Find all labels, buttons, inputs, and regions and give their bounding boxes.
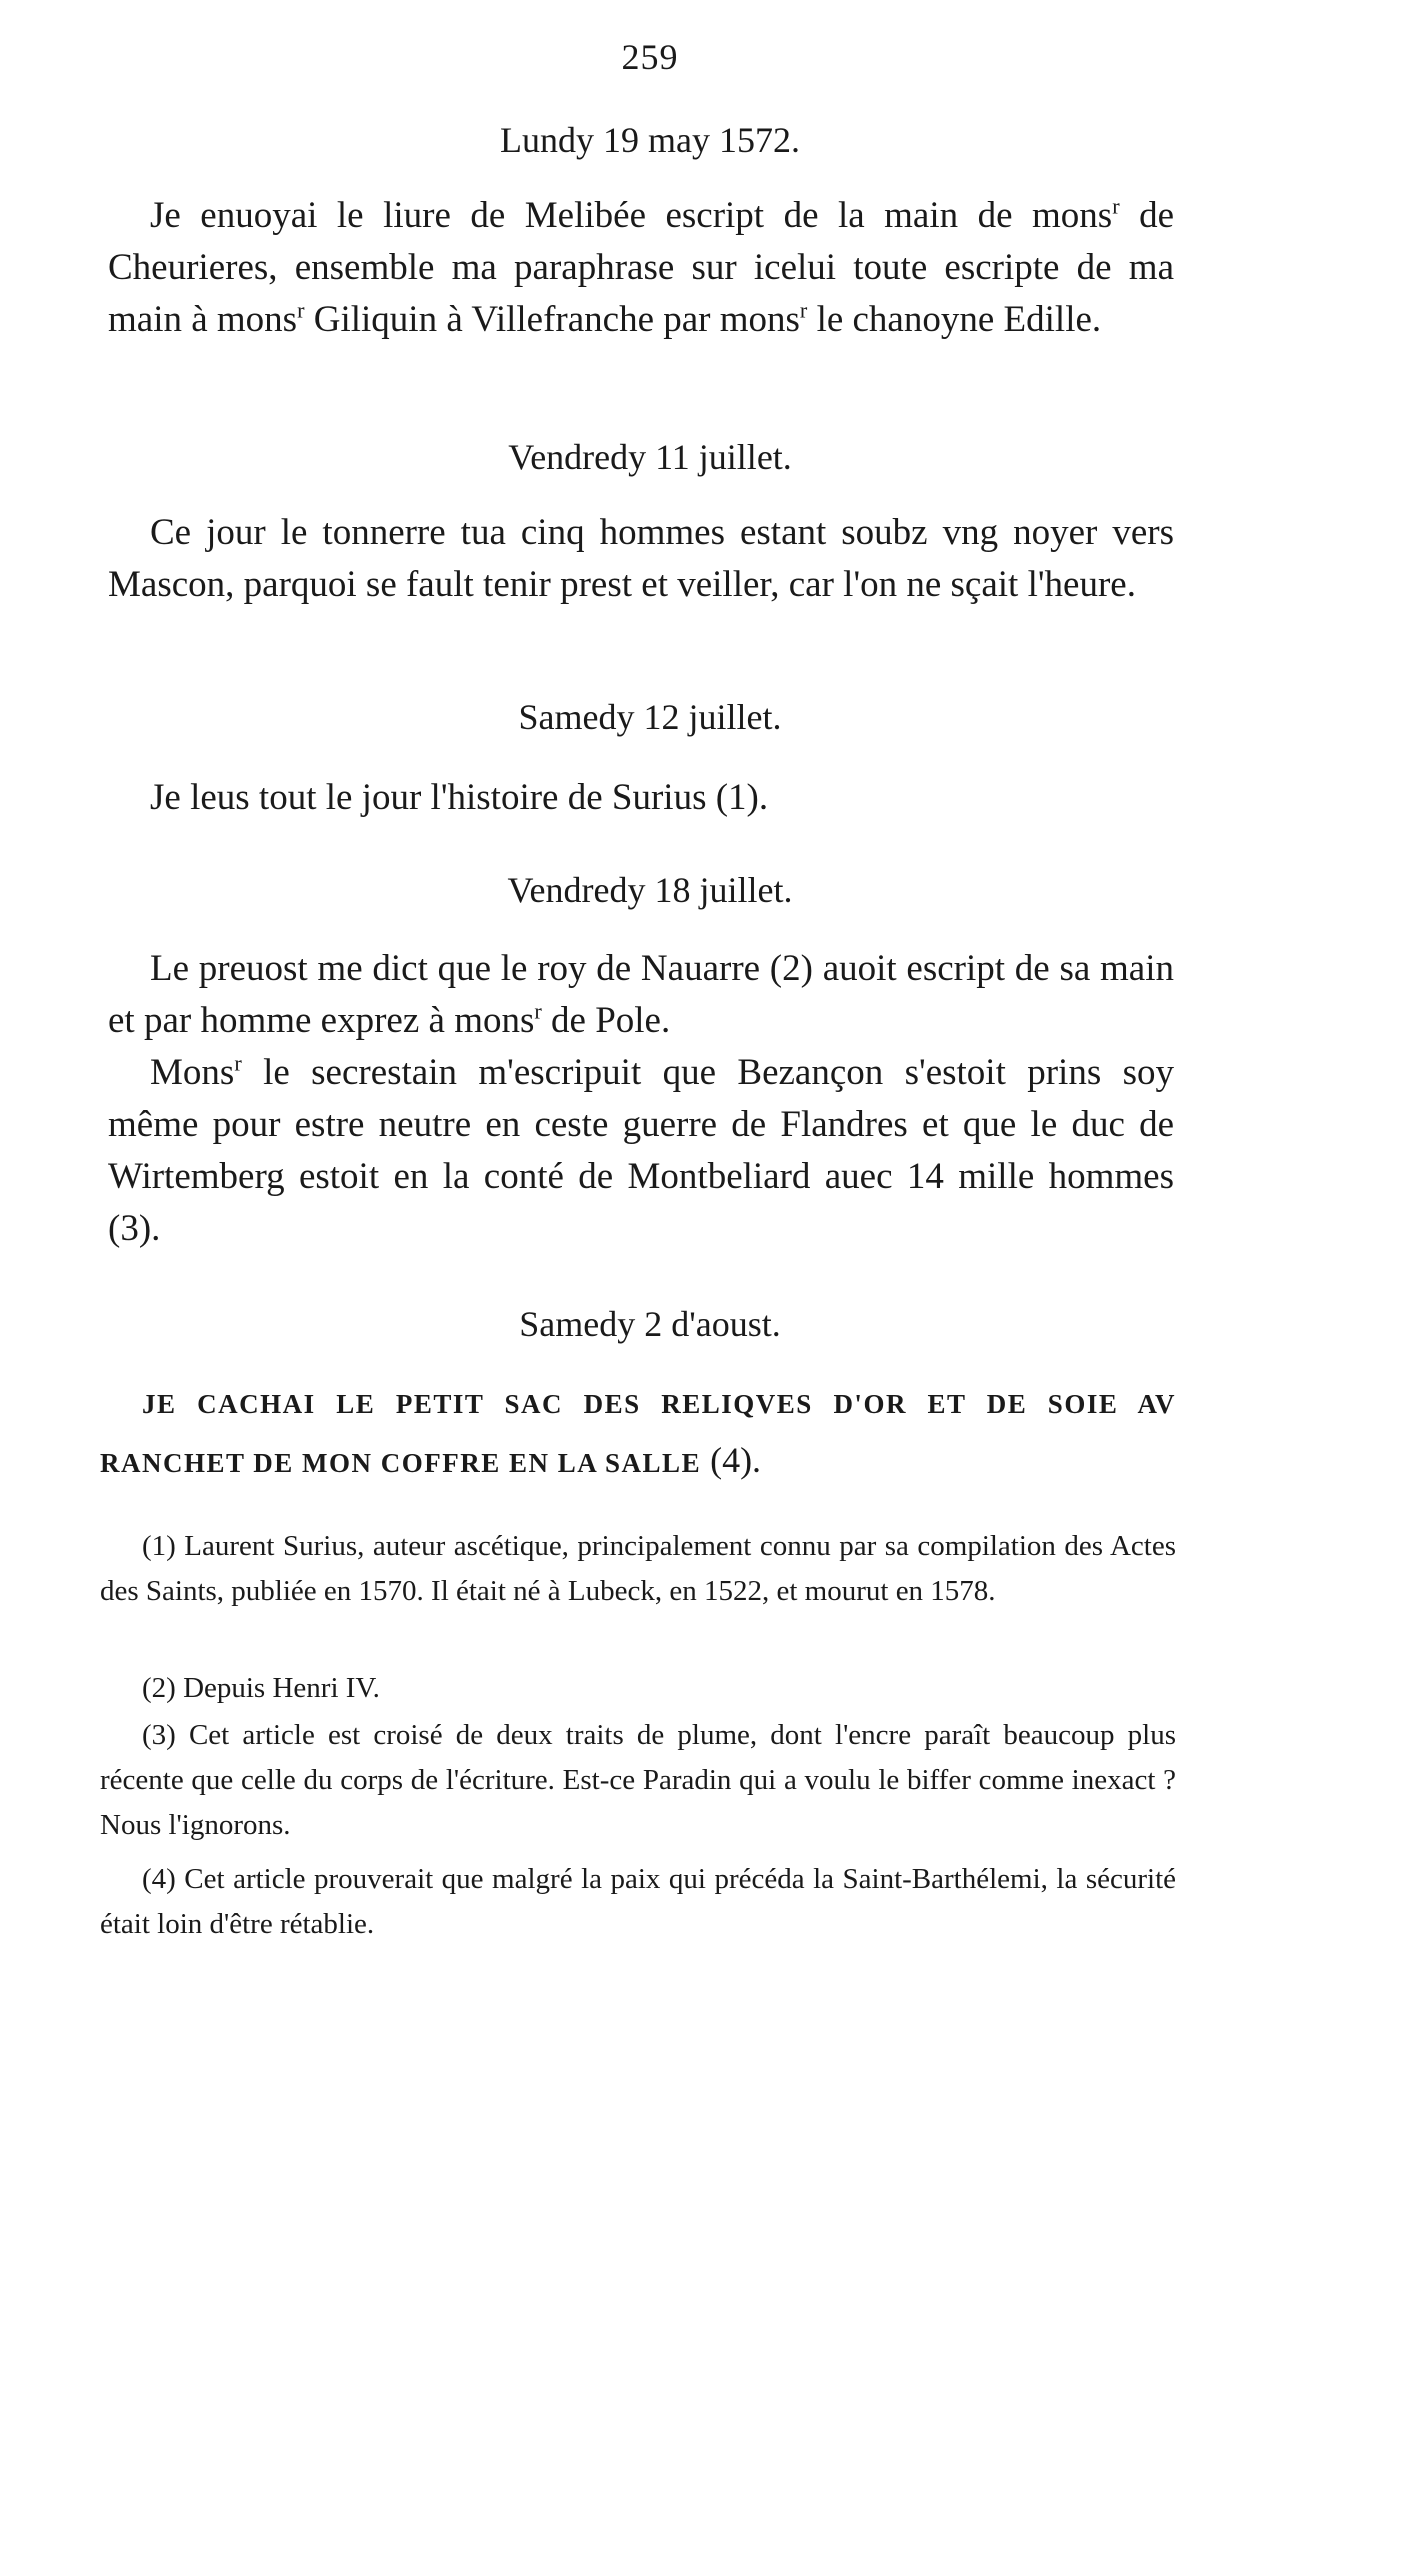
- footnote: (1) Laurent Surius, auteur ascétique, principalement connu par sa compilation des Actes des Saints, publiée en 1570. Il était né à Lubeck, en 1522, et mourut en 1578.: [100, 1530, 1176, 1607]
- entry-date-heading: Vendredy 11 juillet.: [508, 437, 792, 477]
- entry-text: le secrestain m'escripuit que Bezançon s'estoit prins soy même pour estre neutre en ceste guerre de Flandres et que le duc de Wirtemberg estoit en la conté de Montbeliard auec 14 mille hommes (3).: [108, 1052, 1174, 1249]
- entry-paragraph: [108, 1047, 1174, 1255]
- entry-paragraph: Ce jour le tonnerre tua cinq hommes estant soubz vng noyer vers Mascon, parquoi se fault tenir prest et veiller, car l'on ne sçait l'heure.: [108, 512, 1174, 605]
- entry-date-heading: Samedy 12 juillet.: [518, 697, 782, 737]
- superscript: r: [234, 1050, 242, 1076]
- entry-text: Giliquin à Villefranche par mons: [304, 299, 800, 340]
- entry-text: Je enuoyai le liure de Melibée escript de la main de mons: [150, 195, 1113, 236]
- footnote: (4) Cet article prouverait que malgré la paix qui précéda la Saint-Barthélemi, la sécurité était loin d'être rétablie.: [100, 1863, 1176, 1940]
- entry-text: de Pole.: [541, 1000, 671, 1041]
- entry-paragraph: Je leus tout le jour l'histoire de Surius (1).: [150, 777, 769, 818]
- entry-text: Mons: [150, 1052, 235, 1093]
- entry-date-heading: Lundy 19 may 1572.: [500, 120, 800, 160]
- entry-paragraph: [108, 190, 1174, 346]
- footnote-reference: (4).: [701, 1440, 762, 1480]
- superscript: r: [1112, 193, 1120, 219]
- entry-date-heading: Samedy 2 d'aoust.: [519, 1304, 781, 1344]
- footnote: (3) Cet article est croisé de deux traits de plume, dont l'encre paraît beaucoup plus récente que celle du corps de l'écriture. Est-ce Paradin qui a voulu le biffer comme inexact ? Nous l'ignorons.: [100, 1719, 1176, 1841]
- entry-text: le chanoyne Edille.: [807, 299, 1102, 340]
- entry-paragraph: [108, 943, 1174, 1047]
- superscript: r: [799, 297, 808, 323]
- superscript: r: [534, 998, 542, 1024]
- entry-date-heading: Vendredy 18 juillet.: [507, 870, 793, 910]
- entry-text: de Cheurieres, ensemble ma paraphrase sur icelui toute escripte de ma main à mons: [108, 195, 1174, 340]
- footnote: (2) Depuis Henri IV.: [142, 1672, 380, 1704]
- entry-paragraph-capitals: [100, 1376, 1176, 1491]
- page-number: 259: [621, 37, 679, 77]
- entry-text: JE CACHAI LE PETIT SAC DES RELIQVES D'OR ET DE SOIE AV RANCHET DE MON COFFRE EN LA SALLE: [100, 1389, 1176, 1478]
- superscript: r: [297, 297, 305, 323]
- entry-text: Le preuost me dict que le roy de Nauarre (2) auoit escript de sa main et par homme exprez à mons: [108, 948, 1174, 1041]
